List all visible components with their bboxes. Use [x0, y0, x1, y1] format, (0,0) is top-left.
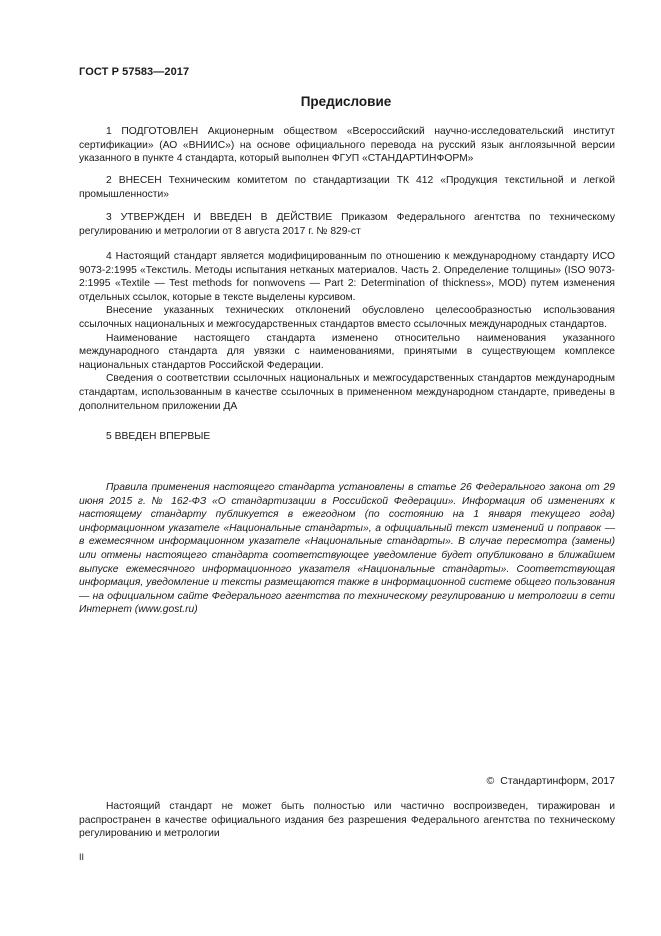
page-number: II	[79, 852, 85, 862]
usage-notice-text: Правила применения настоящего стандарта установлены в статье 26 Федерального закона от 29 июня 2015 г. № 162-ФЗ «О стандартизации в Российской Федерации». Информация об изменениях к настоящему стандарту публикуется в ежегодном (по состоянию на 1 января текущего года) информационном указателе «Национальные стандарты», а официальный текст изменений и поправок — в ежемесячном информационном указателе «Национальные стандарты». В случае пересмотра (замены) или отмены настоящего стандарта соответствующее уведомление будет опубликовано в ближайшем выпуске ежемесячного информационного указателя «Национальные стандарты». Соответствующая информация, уведомление и тексты размещаются также в информационной системе общего пользования — на официальном сайте Федерального агентства по техническому регулированию и метрологии в сети Интернет (www.gost.ru)	[79, 482, 615, 616]
document-code: ГОСТ Р 57583—2017	[79, 66, 190, 78]
page-title: Предисловие	[300, 94, 392, 109]
section-4-paragraph-2: Внесение указанных технических отклонений обусловлено целесообразностью использования ссылочных национальных и межгосударственных стандартов вместо ссылочных международных стандартов.	[79, 305, 615, 330]
section-3	[79, 211, 615, 238]
copyright-text: Стандартинформ, 2017	[500, 775, 615, 787]
section-2	[79, 174, 615, 201]
section-2-text: 2 ВНЕСЕН Техническим комитетом по стандартизации ТК 412 «Продукция текстильной и легкой промышленности»	[79, 175, 615, 200]
section-1-text: 1 ПОДГОТОВЛЕН Акционерным обществом «Всероссийский научно-исследовательский институт сертификации» (АО «ВНИИС») на основе официального перевода на русский язык англоязычной версии указанного в пункте 4 стандарта, который выполнен ФГУП «СТАНДАРТИНФОРМ»	[79, 126, 615, 165]
section-5	[79, 430, 615, 444]
reproduction-notice-text: Настоящий стандарт не может быть полностью или частично воспроизведен, тиражирован и распространен в качестве официального издания без разрешения Федерального агентства по техническому регулированию и метрологии	[79, 801, 615, 840]
section-4-paragraph-4: Сведения о соответствии ссылочных национальных и межгосударственных стандартов международным стандартам, использованным в качестве ссылочных в примененном международном стандарте, приведены в дополнительном приложении ДА	[79, 373, 615, 412]
usage-notice	[79, 481, 615, 617]
reproduction-notice	[79, 800, 615, 841]
section-4-paragraph-3: Наименование настоящего стандарта изменено относительно наименования указанного международного стандарта для увязки с наименованиями, принятыми в существующем комплексе национальных стандартов Российской Федерации.	[79, 332, 615, 371]
copyright	[487, 775, 615, 787]
section-3-text: 3 УТВЕРЖДЕН И ВВЕДЕН В ДЕЙСТВИЕ Приказом Федерального агентства по техническому регулированию и метрологии от 8 августа 2017 г. № 829-ст	[79, 212, 615, 237]
section-1	[79, 125, 615, 166]
section-5-text: 5 ВВЕДЕН ВПЕРВЫЕ	[106, 431, 211, 442]
section-4	[79, 250, 615, 413]
copyright-symbol: ©	[486, 775, 495, 787]
section-4-text: 4 Настоящий стандарт является модифицированным по отношению к международному стандарту ИСО 9073-2:1995 «Текстиль. Методы испытания нетканых материалов. Часть 2. Определение толщины» (ISO 9073-2:1995 «Textile — Test methods for nonwovens — Part 2: Determination of thickness», MOD) путем изменения отдельных ссылок, которые в тексте выделены курсивом.	[79, 251, 615, 303]
